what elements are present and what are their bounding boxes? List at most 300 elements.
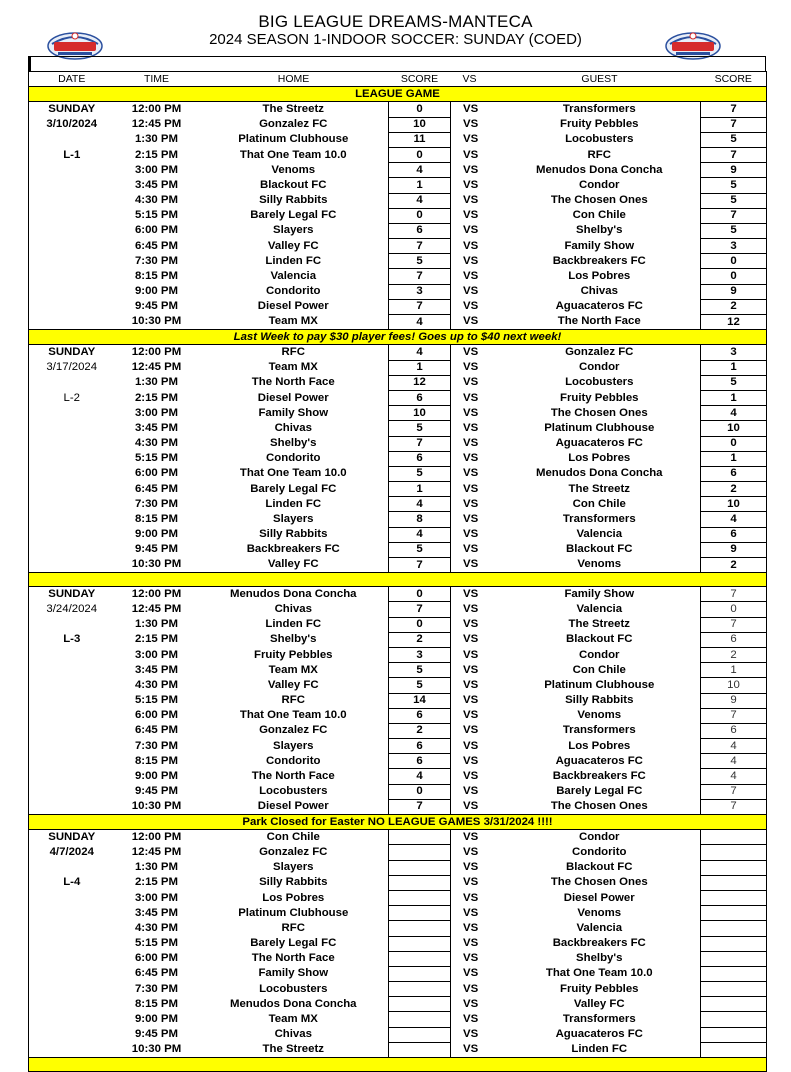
vs-label: VS	[463, 800, 479, 813]
week-day: SUNDAY	[48, 588, 96, 601]
date-cell-empty	[29, 647, 115, 662]
vs-label: VS	[463, 133, 479, 146]
game-time: 5:15 PM	[134, 209, 179, 222]
game-row	[29, 997, 767, 1012]
game-time: 9:45 PM	[134, 543, 179, 556]
game-row	[29, 558, 767, 573]
guest-team: The Chosen Ones	[550, 800, 648, 813]
date-cell-empty	[29, 678, 115, 693]
date-cell-empty	[29, 1042, 115, 1057]
guest-team: Venoms	[577, 709, 622, 722]
vs-label: VS	[463, 861, 479, 874]
vs-label: VS	[463, 361, 479, 374]
guest-team: Blackout FC	[566, 543, 633, 556]
home-score: 5	[389, 678, 451, 693]
game-time: 9:00 PM	[134, 285, 179, 298]
home-team: The North Face	[251, 770, 335, 783]
game-row	[29, 663, 767, 678]
home-team: Slayers	[272, 861, 314, 874]
guest-score	[701, 921, 767, 936]
game-row	[29, 193, 767, 208]
home-score: 12	[389, 375, 451, 390]
guest-score: 3	[701, 345, 767, 360]
guest-score: 5	[701, 178, 767, 193]
home-score: 6	[389, 390, 451, 405]
home-score: 4	[389, 345, 451, 360]
guest-team: That One Team 10.0	[545, 967, 653, 980]
guest-score	[701, 951, 767, 966]
game-row	[29, 269, 767, 284]
guest-score	[701, 906, 767, 921]
home-team: Barely Legal FC	[250, 482, 337, 495]
game-row	[29, 1012, 767, 1027]
game-row	[29, 102, 767, 117]
game-row	[29, 527, 767, 542]
game-time: 9:00 PM	[134, 528, 179, 541]
home-team: Shelby's	[270, 437, 317, 450]
game-time: 6:00 PM	[134, 709, 179, 722]
date-cell-empty	[29, 421, 115, 436]
date-cell-empty	[29, 617, 115, 632]
date-cell-empty	[29, 784, 115, 799]
week-label: L-1	[63, 148, 81, 161]
home-team: Fruity Pebbles	[254, 648, 333, 661]
game-row	[29, 754, 767, 769]
game-row	[29, 208, 767, 223]
home-team: Platinum Clubhouse	[238, 906, 349, 919]
home-score: 3	[389, 284, 451, 299]
game-time: 10:30 PM	[131, 800, 182, 813]
home-team: Diesel Power	[257, 391, 329, 404]
game-row	[29, 284, 767, 299]
vs-label: VS	[463, 845, 479, 858]
guest-score: 7	[701, 784, 767, 799]
game-time: 6:00 PM	[134, 224, 179, 237]
week-label: L-4	[63, 876, 81, 889]
game-time: 12:00 PM	[131, 346, 182, 359]
guest-score	[701, 997, 767, 1012]
game-row	[29, 132, 767, 147]
date-cell-empty	[29, 527, 115, 542]
guest-score: 9	[701, 693, 767, 708]
week-day: SUNDAY	[48, 831, 96, 844]
guest-team: Transformers	[562, 1013, 636, 1026]
game-row	[29, 421, 767, 436]
game-row	[29, 497, 767, 512]
home-score: 14	[389, 693, 451, 708]
home-team: Diesel Power	[257, 800, 329, 813]
home-team: Team MX	[268, 663, 318, 676]
vs-label: VS	[463, 178, 479, 191]
vs-label: VS	[463, 103, 479, 116]
guest-team: Gonzalez FC	[565, 346, 634, 359]
game-time: 7:30 PM	[134, 254, 179, 267]
date-cell-empty	[29, 906, 115, 921]
home-team: RFC	[281, 346, 305, 359]
guest-team: Valencia	[576, 921, 623, 934]
game-time: 5:15 PM	[134, 694, 179, 707]
home-team: That One Team 10.0	[239, 467, 347, 480]
home-score: 7	[389, 436, 451, 451]
guest-score: 4	[701, 754, 767, 769]
game-row	[29, 982, 767, 997]
game-row	[29, 875, 767, 890]
guest-team: Aguacateros FC	[555, 437, 643, 450]
guest-score: 1	[701, 451, 767, 466]
guest-score: 2	[701, 558, 767, 573]
guest-team: Venoms	[577, 906, 622, 919]
guest-score: 0	[701, 602, 767, 617]
guest-score	[701, 966, 767, 981]
home-team: Valley FC	[267, 239, 319, 252]
game-row	[29, 784, 767, 799]
schedule-footer-bar	[29, 1058, 767, 1072]
guest-score	[701, 982, 767, 997]
home-score: 7	[389, 239, 451, 254]
guest-team: Blackout FC	[566, 633, 633, 646]
guest-team: Transformers	[562, 724, 636, 737]
document-subtitle: 2024 SEASON 1-INDOOR SOCCER: SUNDAY (COED)	[209, 31, 582, 48]
home-team: Menudos Dona Concha	[229, 588, 357, 601]
guest-team: Shelby's	[576, 224, 623, 237]
week-banner-row	[29, 330, 767, 345]
column-header-vs: VS	[451, 72, 499, 87]
game-time: 4:30 PM	[134, 437, 179, 450]
guest-team: Silly Rabbits	[565, 694, 634, 707]
guest-team: Con Chile	[572, 209, 626, 222]
guest-team: Family Show	[564, 588, 635, 601]
game-row	[29, 951, 767, 966]
guest-score: 7	[701, 102, 767, 117]
guest-score	[701, 936, 767, 951]
game-time: 12:45 PM	[131, 361, 182, 374]
game-time: 9:00 PM	[134, 770, 179, 783]
guest-score: 7	[701, 208, 767, 223]
date-cell-empty	[29, 163, 115, 178]
home-score: 4	[389, 497, 451, 512]
game-row	[29, 921, 767, 936]
home-score: 0	[389, 147, 451, 162]
home-team: Chivas	[274, 421, 312, 434]
week-date: 3/24/2024	[46, 602, 98, 615]
home-team: Linden FC	[265, 497, 322, 510]
game-time: 9:45 PM	[134, 1028, 179, 1041]
guest-score	[701, 1012, 767, 1027]
game-time: 9:45 PM	[134, 785, 179, 798]
game-row	[29, 512, 767, 527]
guest-team: Family Show	[564, 239, 635, 252]
game-row	[29, 345, 767, 360]
guest-team: The North Face	[557, 315, 641, 328]
guest-score: 9	[701, 284, 767, 299]
game-row	[29, 223, 767, 238]
guest-team: Con Chile	[572, 663, 626, 676]
game-row	[29, 587, 767, 602]
vs-label: VS	[463, 785, 479, 798]
game-time: 8:15 PM	[134, 270, 179, 283]
vs-label: VS	[463, 482, 479, 495]
game-time: 7:30 PM	[134, 982, 179, 995]
home-team: Con Chile	[266, 831, 320, 844]
game-row	[29, 1027, 767, 1042]
date-cell-empty	[29, 406, 115, 421]
guest-score	[701, 890, 767, 905]
week-day: SUNDAY	[48, 346, 96, 359]
home-score	[389, 936, 451, 951]
game-row	[29, 466, 767, 481]
guest-score: 0	[701, 436, 767, 451]
vs-label: VS	[463, 452, 479, 465]
game-row	[29, 799, 767, 814]
home-team: Locobusters	[259, 785, 328, 798]
home-team: Slayers	[272, 224, 314, 237]
home-team: Chivas	[274, 602, 312, 615]
home-team: Gonzalez FC	[259, 118, 328, 131]
game-row	[29, 482, 767, 497]
game-time: 7:30 PM	[134, 739, 179, 752]
home-team: Blackout FC	[260, 178, 327, 191]
date-cell-empty	[29, 1027, 115, 1042]
game-row	[29, 390, 767, 405]
date-cell-empty	[29, 178, 115, 193]
home-score: 0	[389, 617, 451, 632]
guest-score: 4	[701, 512, 767, 527]
guest-team: Backbreakers FC	[552, 770, 646, 783]
guest-team: Condor	[579, 178, 620, 191]
vs-label: VS	[463, 118, 479, 131]
home-team: Family Show	[258, 967, 329, 980]
vs-label: VS	[463, 497, 479, 510]
week-label: L-2	[63, 391, 80, 404]
home-score: 2	[389, 723, 451, 738]
home-score: 4	[389, 193, 451, 208]
vs-label: VS	[463, 224, 479, 237]
date-cell-empty	[29, 254, 115, 269]
date-cell-empty	[29, 997, 115, 1012]
game-time: 8:15 PM	[134, 754, 179, 767]
vs-label: VS	[463, 437, 479, 450]
vs-label: VS	[463, 891, 479, 904]
guest-team: Valley FC	[573, 997, 625, 1010]
home-score: 0	[389, 784, 451, 799]
game-row	[29, 769, 767, 784]
guest-team: Backbreakers FC	[552, 937, 646, 950]
home-score	[389, 1012, 451, 1027]
date-cell-empty	[29, 860, 115, 875]
game-time: 3:00 PM	[134, 163, 179, 176]
date-cell-empty	[29, 315, 115, 330]
vs-label: VS	[463, 694, 479, 707]
game-time: 9:00 PM	[134, 1013, 179, 1026]
guest-score	[701, 830, 767, 845]
guest-team: Linden FC	[571, 1043, 628, 1056]
vs-label: VS	[463, 285, 479, 298]
guest-team: Valencia	[576, 528, 623, 541]
guest-score: 1	[701, 360, 767, 375]
vs-label: VS	[463, 648, 479, 661]
home-score: 6	[389, 451, 451, 466]
home-score: 7	[389, 602, 451, 617]
game-row	[29, 1042, 767, 1057]
game-time: 6:00 PM	[134, 467, 179, 480]
week-divider	[29, 573, 767, 587]
guest-score: 6	[701, 723, 767, 738]
vs-label: VS	[463, 148, 479, 161]
vs-label: VS	[463, 921, 479, 934]
home-score: 4	[389, 769, 451, 784]
home-score: 7	[389, 799, 451, 814]
home-score	[389, 875, 451, 890]
guest-score	[701, 1042, 767, 1057]
home-score: 7	[389, 558, 451, 573]
date-cell-empty	[29, 921, 115, 936]
home-score	[389, 982, 451, 997]
game-time: 12:00 PM	[131, 103, 182, 116]
week-date: 3/10/2024	[46, 118, 98, 131]
home-team: That One Team 10.0	[239, 148, 347, 161]
vs-label: VS	[463, 876, 479, 889]
home-score: 1	[389, 178, 451, 193]
guest-team: Diesel Power	[563, 891, 635, 904]
game-row	[29, 299, 767, 314]
home-score: 0	[389, 208, 451, 223]
home-score: 6	[389, 754, 451, 769]
home-team: That One Team 10.0	[239, 709, 347, 722]
vs-label: VS	[463, 406, 479, 419]
vs-label: VS	[463, 270, 479, 283]
week-banner: Last Week to pay $30 player fees! Goes up to $40 next week!	[29, 330, 767, 345]
game-time: 10:30 PM	[131, 1043, 182, 1056]
guest-score	[701, 860, 767, 875]
date-cell-empty	[29, 739, 115, 754]
date-cell-empty	[29, 132, 115, 147]
vs-label: VS	[463, 937, 479, 950]
home-score: 1	[389, 482, 451, 497]
vs-label: VS	[463, 618, 479, 631]
game-time: 3:00 PM	[134, 891, 179, 904]
date-cell-empty	[29, 239, 115, 254]
schedule-table	[28, 71, 767, 1072]
game-time: 6:45 PM	[134, 482, 179, 495]
guest-score	[701, 845, 767, 860]
vs-label: VS	[463, 952, 479, 965]
home-team: Linden FC	[265, 618, 322, 631]
date-cell-empty	[29, 769, 115, 784]
vs-label: VS	[463, 391, 479, 404]
vs-label: VS	[463, 906, 479, 919]
home-score: 4	[389, 527, 451, 542]
guest-score: 6	[701, 527, 767, 542]
home-team: Valencia	[270, 270, 317, 283]
game-row	[29, 693, 767, 708]
home-score: 5	[389, 466, 451, 481]
home-score: 7	[389, 299, 451, 314]
home-team: RFC	[281, 921, 305, 934]
game-time: 4:30 PM	[134, 921, 179, 934]
game-row	[29, 647, 767, 662]
guest-team: Locobusters	[565, 133, 634, 146]
game-time: 2:15 PM	[134, 148, 179, 161]
date-cell-empty	[29, 799, 115, 814]
home-team: Linden FC	[265, 254, 322, 267]
guest-team: Blackout FC	[566, 861, 633, 874]
week-date: 4/7/2024	[49, 845, 94, 858]
guest-team: Los Pobres	[568, 270, 631, 283]
vs-label: VS	[463, 315, 479, 328]
date-cell-empty	[29, 451, 115, 466]
game-time: 3:45 PM	[134, 906, 179, 919]
game-time: 1:30 PM	[134, 133, 179, 146]
vs-label: VS	[463, 558, 479, 571]
guest-team: The Chosen Ones	[550, 406, 648, 419]
game-time: 2:15 PM	[134, 876, 179, 889]
home-score	[389, 845, 451, 860]
home-team: Locobusters	[259, 982, 328, 995]
game-row	[29, 890, 767, 905]
home-score	[389, 906, 451, 921]
date-cell-empty	[29, 982, 115, 997]
game-row	[29, 542, 767, 557]
home-score	[389, 997, 451, 1012]
home-score: 7	[389, 269, 451, 284]
date-cell-empty	[29, 693, 115, 708]
game-time: 3:45 PM	[134, 178, 179, 191]
home-score	[389, 830, 451, 845]
game-time: 6:00 PM	[134, 952, 179, 965]
home-score: 3	[389, 647, 451, 662]
guest-team: The Streetz	[568, 618, 630, 631]
home-team: Condorito	[266, 452, 321, 465]
home-team: Family Show	[258, 406, 329, 419]
vs-label: VS	[463, 754, 479, 767]
game-time: 8:15 PM	[134, 997, 179, 1010]
date-cell-empty	[29, 708, 115, 723]
guest-score: 6	[701, 632, 767, 647]
date-cell-empty	[29, 663, 115, 678]
date-cell-empty	[29, 936, 115, 951]
home-team: Barely Legal FC	[250, 937, 337, 950]
home-team: Condorito	[266, 285, 321, 298]
vs-label: VS	[463, 602, 479, 615]
date-cell-empty	[29, 193, 115, 208]
date-cell-empty	[29, 497, 115, 512]
sheet-top-bar	[28, 56, 766, 71]
guest-score: 10	[701, 421, 767, 436]
home-team: Los Pobres	[262, 891, 325, 904]
guest-team: Platinum Clubhouse	[544, 678, 655, 691]
week-divider-row	[29, 573, 767, 587]
vs-label: VS	[463, 739, 479, 752]
schedule-body	[29, 87, 767, 1072]
game-row	[29, 315, 767, 330]
game-time: 7:30 PM	[134, 497, 179, 510]
guest-score: 7	[701, 799, 767, 814]
game-row	[29, 375, 767, 390]
home-score: 10	[389, 406, 451, 421]
game-time: 1:30 PM	[134, 376, 179, 389]
date-cell-empty	[29, 512, 115, 527]
vs-label: VS	[463, 376, 479, 389]
home-score	[389, 951, 451, 966]
date-cell-empty	[29, 375, 115, 390]
guest-team: Los Pobres	[568, 452, 631, 465]
game-row	[29, 966, 767, 981]
guest-score: 1	[701, 390, 767, 405]
home-team: Menudos Dona Concha	[229, 997, 357, 1010]
vs-label: VS	[463, 300, 479, 313]
home-team: Slayers	[272, 513, 314, 526]
guest-team: Valencia	[576, 602, 623, 615]
